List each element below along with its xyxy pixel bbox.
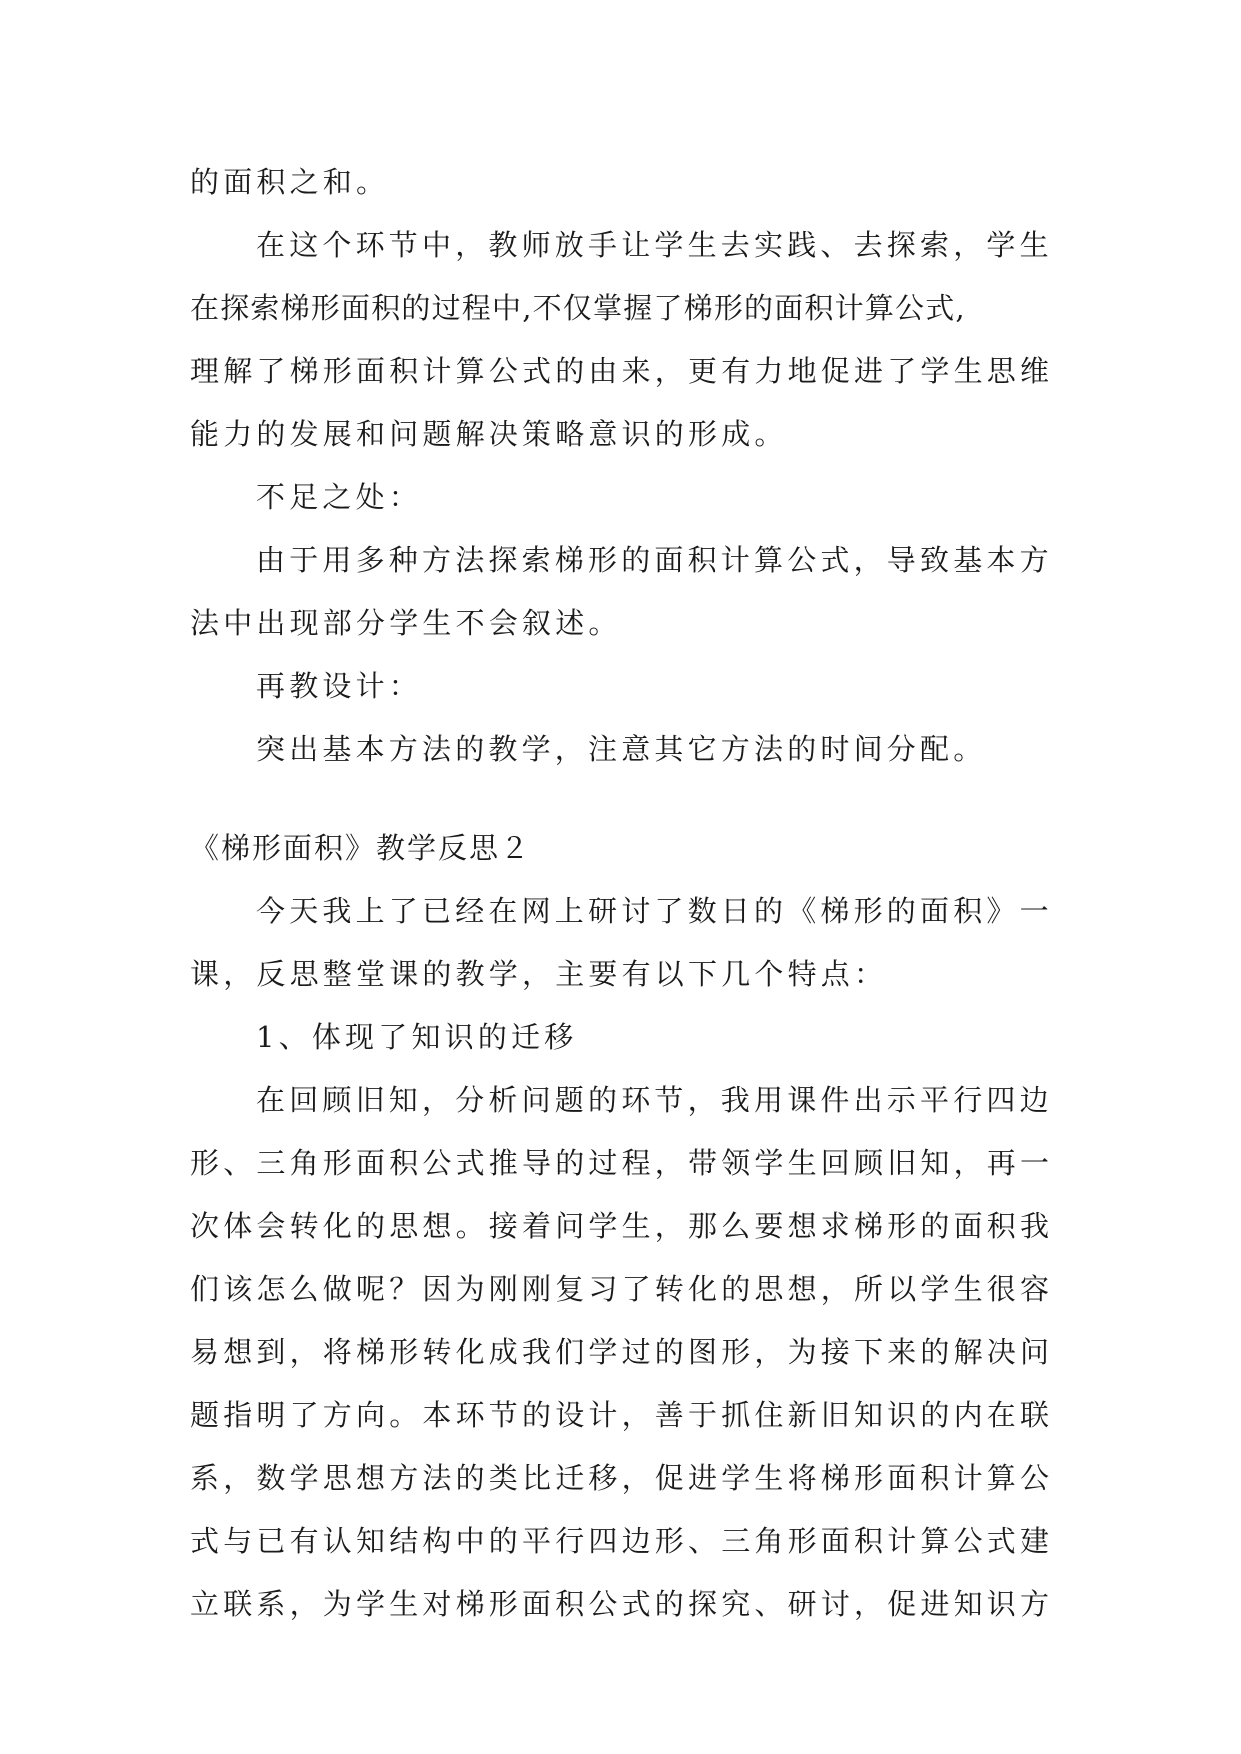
paragraph-line: 形、三角形面积公式推导的过程，带领学生回顾旧知，再一 — [190, 1146, 1054, 1180]
paragraph-line: 式与已有认知结构中的平行四边形、三角形面积计算公式建 — [190, 1524, 1054, 1558]
paragraph-line: 系，数学思想方法的类比迁移，促进学生将梯形面积计算公 — [190, 1461, 1054, 1495]
list-heading: 1、体现了知识的迁移 — [256, 1020, 578, 1054]
paragraph-line: 们该怎么做呢？因为刚刚复习了转化的思想，所以学生很容 — [190, 1272, 1054, 1306]
paragraph-line: 由于用多种方法探索梯形的面积计算公式，导致基本方 — [256, 543, 1053, 577]
subheading-redesign: 再教设计： — [256, 669, 423, 703]
paragraph-line: 突出基本方法的教学，注意其它方法的时间分配。 — [256, 732, 987, 766]
paragraph-line: 今天我上了已经在网上研讨了数日的《梯形的面积》一 — [256, 894, 1053, 928]
paragraph-line: 立联系，为学生对梯形面积公式的探究、研讨，促进知识方 — [190, 1587, 1054, 1621]
paragraph-line: 能力的发展和问题解决策略意识的形成。 — [190, 417, 788, 451]
paragraph-line: 在这个环节中，教师放手让学生去实践、去探索，学生 — [256, 228, 1053, 262]
paragraph-line: 课，反思整堂课的教学，主要有以下几个特点： — [190, 957, 888, 991]
paragraph-line: 题指明了方向。本环节的设计，善于抓住新旧知识的内在联 — [190, 1398, 1054, 1432]
paragraph-line: 法中出现部分学生不会叙述。 — [190, 606, 622, 640]
paragraph-line: 易想到，将梯形转化成我们学过的图形，为接下来的解决问 — [190, 1335, 1054, 1369]
paragraph-line: 在探索梯形面积的过程中,不仅掌握了梯形的面积计算公式, — [190, 291, 966, 325]
paragraph-line: 理解了梯形面积计算公式的由来，更有力地促进了学生思维 — [190, 354, 1054, 388]
paragraph-line: 次体会转化的思想。接着问学生，那么要想求梯形的面积我 — [190, 1209, 1054, 1243]
paragraph-line: 在回顾旧知，分析问题的环节，我用课件出示平行四边 — [256, 1083, 1053, 1117]
paragraph-line: 的面积之和。 — [190, 165, 390, 199]
subheading-shortcomings: 不足之处： — [256, 480, 423, 514]
section-heading: 《梯形面积》教学反思２ — [190, 831, 532, 865]
